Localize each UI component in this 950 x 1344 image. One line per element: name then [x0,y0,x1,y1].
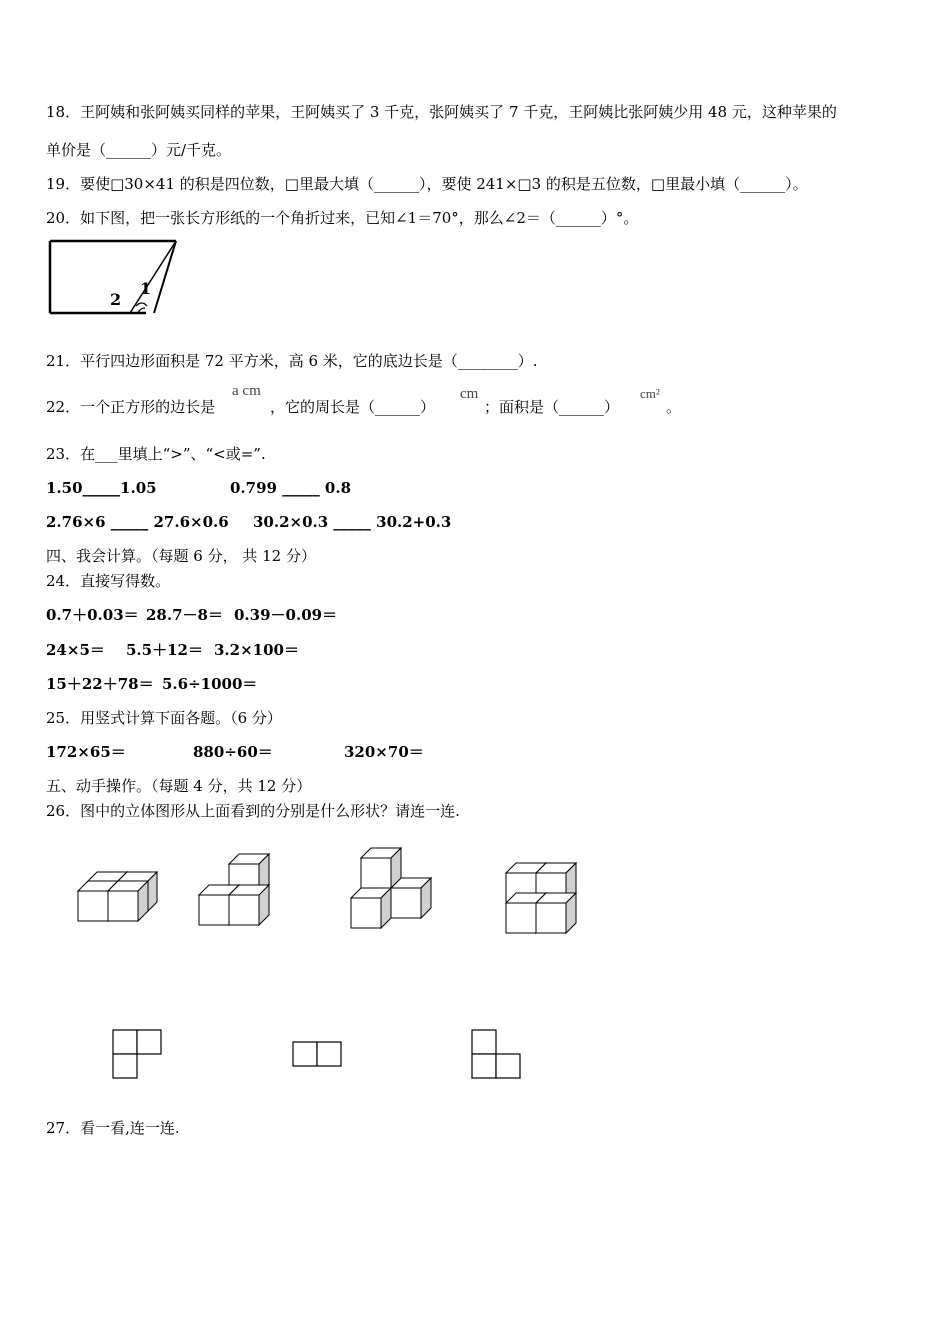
solid-figure-3 [351,848,431,928]
q22-unit-a: a cm [232,383,261,399]
q22-part1: 22．一个正方形的边长是 [46,398,216,416]
q19-text: 19．要使□30×41 的积是四位数，□里最大填（______），要使 241×□3 的积是五位数，□里最小填（______）。 [46,175,808,193]
q23-title: 23．在___里填上“>”、“<或=”. [46,445,266,463]
q27-title: 27．看一看,连一连. [46,1119,180,1137]
q25-item3: 320×70＝ [344,743,424,761]
q22-unit-cm2: cm² [640,386,660,401]
q24-row3-item1: 15＋22＋78＝ [46,675,154,693]
q23-row1-b: 0.799 _____ 0.8 [230,479,352,497]
q24-row2-item2: 5.5＋12＝ [126,641,203,659]
q22-part3: ；面积是（______） [484,398,620,416]
q22-part2: ，它的周长是（______） [270,398,436,416]
q24-row1-item3: 0.39－0.09＝ [234,606,338,624]
q21-text: 21．平行四边形面积是 72 平方米，高 6 米，它的底边长是（________）. [46,352,538,370]
q23-row2-a: 2.76×6 _____ 27.6×0.6 [46,513,229,531]
section4-title: 四、我会计算。（每题 6 分， 共 12 分） [46,547,316,565]
q24-row2-item3: 3.2×100＝ [214,641,299,659]
q26-top-view-l-shape-upper [112,1029,162,1079]
q25-item2: 880÷60＝ [193,743,273,761]
q20-text: 20．如下图，把一张长方形纸的一个角折过来，已知∠1＝70°，那么∠2＝（______）°。 [46,209,639,227]
q26-top-view-l-shape-lower [471,1029,521,1079]
q22-unit-cm: cm [460,386,479,402]
q23-row2-b: 30.2×0.3 _____ 30.2+0.3 [253,513,452,531]
q24-title: 24．直接写得数。 [46,572,171,590]
q20-angle2-label: 2 [110,290,122,309]
q20-angle1-label: 1 [140,279,152,298]
q22-part4: 。 [666,398,682,416]
solid-figure-1 [78,872,157,921]
solid-figure-2 [199,854,269,925]
q18-line2: 单价是（______）元/千克。 [46,141,232,159]
q18-line1: 18．王阿姨和张阿姨买同样的苹果，王阿姨买了 3 千克，张阿姨买了 7 千克，王阿姨比张阿姨少用 48 元，这种苹果的 [46,103,837,121]
q23-row1-a: 1.50_____1.05 [46,479,157,497]
q25-item1: 172×65＝ [46,743,126,761]
q25-title: 25．用竖式计算下面各题。（6 分） [46,709,282,727]
q26-top-view-two-squares [292,1041,342,1067]
section5-title: 五、动手操作。（每题 4 分，共 12 分） [46,777,312,795]
solid-figure-4 [506,863,576,933]
q24-row2-item1: 24×5＝ [46,641,105,659]
q24-row1-item1: 0.7＋0.03＝ [46,606,139,624]
q26-title: 26．图中的立体图形从上面看到的分别是什么形状？请连一连. [46,802,460,820]
q24-row1-item2: 28.7－8＝ [146,606,223,624]
q24-row3-item2: 5.6÷1000＝ [162,675,258,693]
